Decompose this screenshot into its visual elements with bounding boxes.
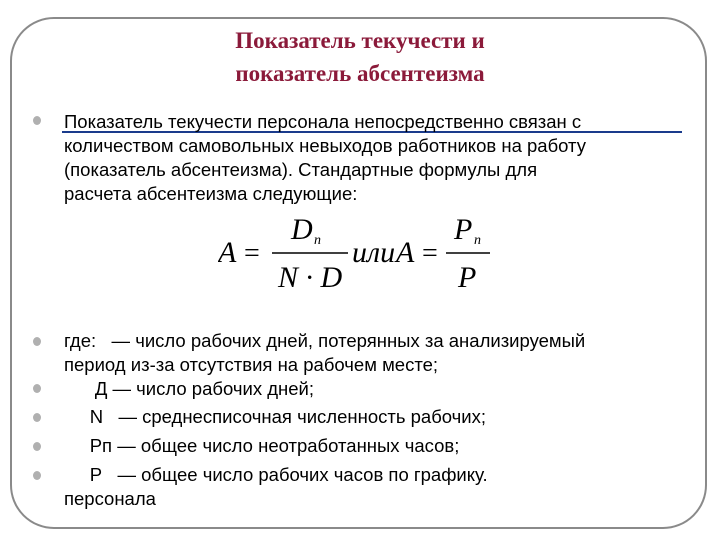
paragraph-line: Показатель текучести персонала непосредственно связан с bbox=[64, 111, 582, 132]
formula-numerator-p: P bbox=[454, 213, 473, 246]
formula-equals: = bbox=[244, 238, 260, 269]
bullet-icon bbox=[33, 413, 41, 422]
definition-line: Рп — общее число неотработанных часов; bbox=[64, 435, 460, 456]
formula-numerator-d: D bbox=[291, 213, 313, 246]
paragraph-line: (показатель абсентеизма). Стандартные формулы для bbox=[64, 159, 538, 180]
bullet-icon bbox=[33, 116, 41, 125]
definition-line: Р — общее число рабочих часов по графику. bbox=[64, 464, 488, 485]
absenteeism-formula bbox=[218, 209, 508, 299]
slide-title-line-1: Показатель текучести и bbox=[235, 28, 485, 53]
formula-denominator-p: P bbox=[458, 261, 477, 294]
slide-title-line-2: показатель абсентеизма bbox=[235, 61, 485, 86]
bullet-icon bbox=[33, 384, 41, 393]
bullet-icon bbox=[33, 442, 41, 451]
bullet-icon bbox=[33, 337, 41, 346]
formula-lhs-a: A bbox=[218, 236, 237, 269]
definition-line: период из-за отсутствия на рабочем месте; bbox=[64, 354, 439, 375]
trailing-text: персонала bbox=[64, 488, 156, 509]
formula-lhs-a2: A bbox=[396, 236, 415, 269]
formula-numerator-subscript-2: n bbox=[474, 233, 481, 248]
bullet-icon bbox=[33, 471, 41, 480]
formula-numerator-subscript: n bbox=[314, 233, 321, 248]
formula-denominator: N · D bbox=[278, 261, 343, 294]
definition-line: где: — число рабочих дней, потерянных за анализируемый bbox=[64, 330, 586, 351]
formula-ili: или bbox=[352, 236, 396, 269]
paragraph-line: расчета абсентеизма следующие: bbox=[64, 183, 358, 204]
formula-equals-2: = bbox=[422, 238, 438, 269]
definition-line: N — среднесписочная численность рабочих; bbox=[64, 406, 487, 427]
paragraph-line: количеством самовольных невыходов работников на работу bbox=[64, 135, 586, 156]
definition-line: Д — число рабочих дней; bbox=[64, 378, 314, 399]
